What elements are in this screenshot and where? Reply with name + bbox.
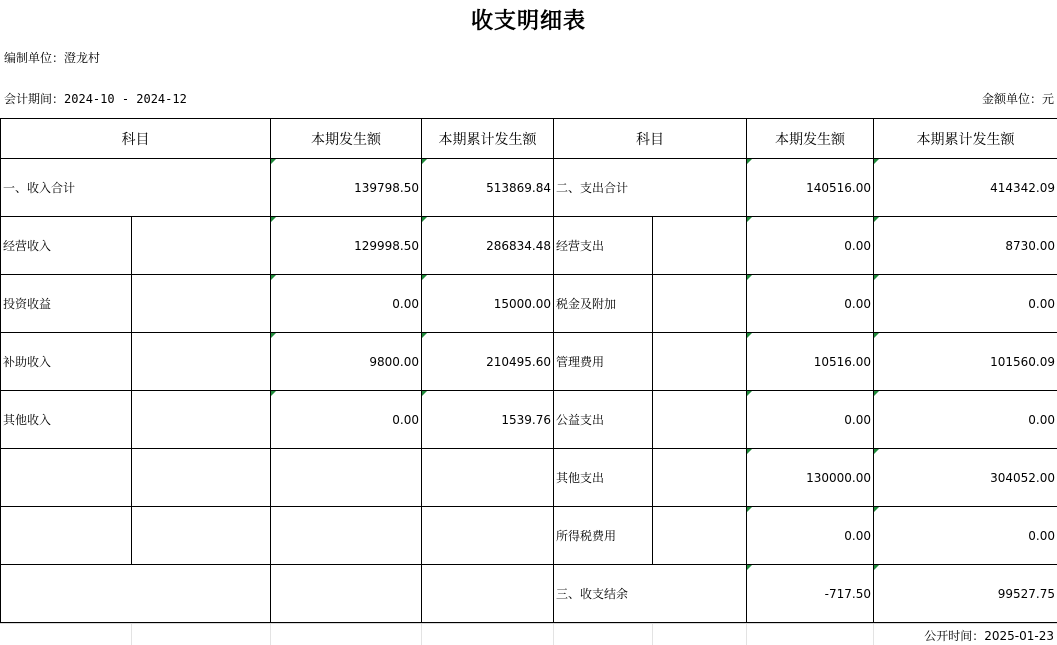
table-row (1, 507, 1057, 565)
right-subject-subcell (653, 391, 747, 449)
left-current-amount: 0.00 (271, 275, 422, 333)
right-current-amount: 0.00 (747, 275, 874, 333)
table-row (1, 275, 1057, 333)
right-subject-subcell (653, 275, 747, 333)
left-subject-subcell (132, 449, 271, 507)
header-subject-right: 科目 (554, 119, 747, 159)
right-cumulative-amount: 101560.09 (874, 333, 1057, 391)
left-subject-subcell (132, 391, 271, 449)
header-cumulative-right: 本期累计发生额 (874, 119, 1057, 159)
left-cumulative-amount: 15000.00 (422, 275, 554, 333)
right-subject-label: 所得税费用 (554, 507, 653, 565)
left-current-amount (271, 449, 422, 507)
income-expense-table (0, 118, 1057, 623)
left-subject-subcell (132, 333, 271, 391)
right-subject-label: 公益支出 (554, 391, 653, 449)
left-subject-label: 经营收入 (1, 217, 132, 275)
right-subject-subcell (653, 333, 747, 391)
table-row (1, 217, 1057, 275)
report-title: 收支明细表 (0, 4, 1057, 35)
left-subject-label (1, 507, 132, 565)
left-current-amount: 129998.50 (271, 217, 422, 275)
right-cumulative-amount: 304052.00 (874, 449, 1057, 507)
header-current-right: 本期发生额 (747, 119, 874, 159)
publish-date: 公开时间：2025-01-23 (924, 627, 1054, 644)
left-current-amount (271, 507, 422, 565)
header-current-left: 本期发生额 (271, 119, 422, 159)
period-value: 2024-10 - 2024-12 (64, 92, 187, 106)
right-subject-label: 税金及附加 (554, 275, 653, 333)
balance-current: -717.50 (747, 565, 874, 623)
table-row (1, 159, 1057, 217)
expense-total-cumulative: 414342.09 (874, 159, 1057, 217)
right-subject-label: 管理费用 (554, 333, 653, 391)
right-cumulative-amount: 0.00 (874, 275, 1057, 333)
right-subject-subcell (653, 217, 747, 275)
left-cumulative-amount: 210495.60 (422, 333, 554, 391)
table-row (1, 565, 1057, 623)
sheet-grid-strip (0, 623, 1057, 645)
right-cumulative-amount: 0.00 (874, 507, 1057, 565)
accounting-period-line (4, 90, 187, 107)
left-subject-label: 投资收益 (1, 275, 132, 333)
right-current-amount: 0.00 (747, 391, 874, 449)
table-header-row (1, 119, 1057, 159)
income-total-current: 139798.50 (271, 159, 422, 217)
left-current-amount: 9800.00 (271, 333, 422, 391)
right-current-amount: 0.00 (747, 217, 874, 275)
left-cumulative-amount (422, 565, 554, 623)
income-total-cumulative: 513869.84 (422, 159, 554, 217)
header-subject-left: 科目 (1, 119, 271, 159)
left-cumulative-amount: 1539.76 (422, 391, 554, 449)
table-row (1, 391, 1057, 449)
left-current-amount (271, 565, 422, 623)
left-subject-subcell (132, 275, 271, 333)
left-subject-subcell (132, 217, 271, 275)
balance-cumulative: 99527.75 (874, 565, 1057, 623)
expense-total-current: 140516.00 (747, 159, 874, 217)
right-current-amount: 10516.00 (747, 333, 874, 391)
right-current-amount: 0.00 (747, 507, 874, 565)
left-cumulative-amount (422, 507, 554, 565)
right-current-amount: 130000.00 (747, 449, 874, 507)
left-current-amount: 0.00 (271, 391, 422, 449)
left-subject-subcell (132, 507, 271, 565)
left-subject-label: 补助收入 (1, 333, 132, 391)
right-subject-subcell (653, 449, 747, 507)
right-cumulative-amount: 0.00 (874, 391, 1057, 449)
left-cumulative-amount (422, 449, 554, 507)
period-label: 会计期间： (4, 92, 64, 106)
income-total-label: 一、收入合计 (1, 159, 271, 217)
left-subject-label (1, 565, 271, 623)
table-row (1, 449, 1057, 507)
right-subject-label: 经营支出 (554, 217, 653, 275)
left-subject-label (1, 449, 132, 507)
left-subject-label: 其他收入 (1, 391, 132, 449)
left-cumulative-amount: 286834.48 (422, 217, 554, 275)
table-row (1, 333, 1057, 391)
expense-total-label: 二、支出合计 (554, 159, 747, 217)
organization-line: 编制单位：澄龙村 (4, 49, 100, 66)
balance-label: 三、收支结余 (554, 565, 747, 623)
header-cumulative-left: 本期累计发生额 (422, 119, 554, 159)
right-subject-subcell (653, 507, 747, 565)
currency-unit-line: 金额单位：元 (982, 90, 1054, 107)
right-subject-label: 其他支出 (554, 449, 653, 507)
right-cumulative-amount: 8730.00 (874, 217, 1057, 275)
